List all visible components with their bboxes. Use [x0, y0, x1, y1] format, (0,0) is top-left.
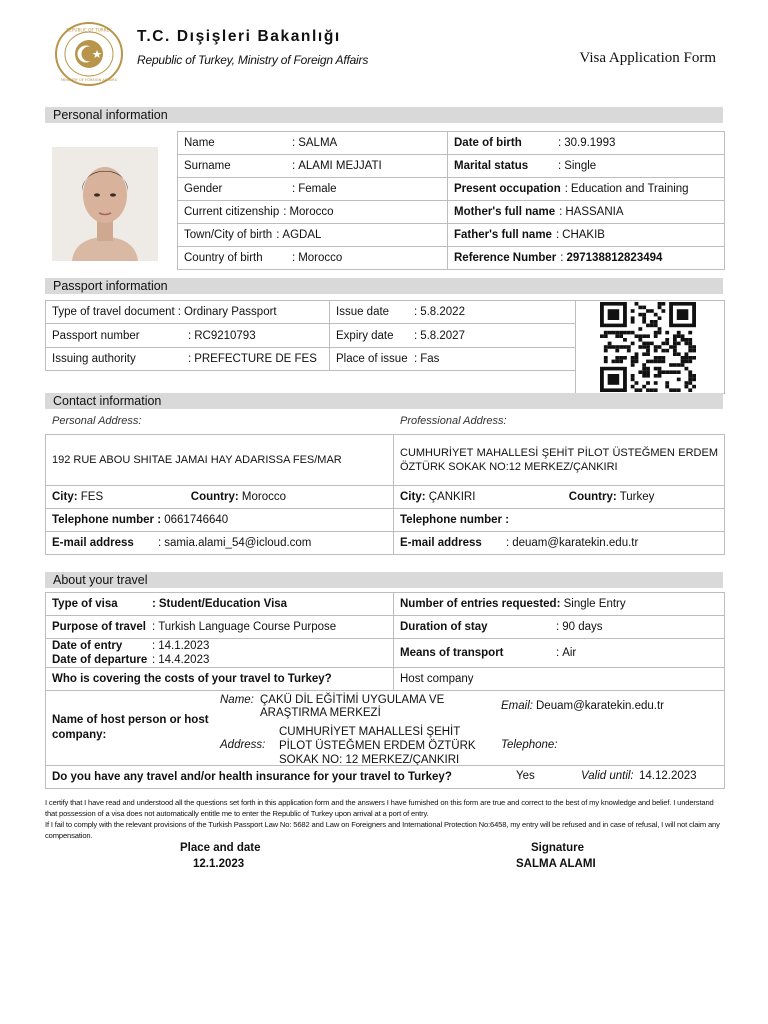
personal-phone-label: Telephone number :: [52, 514, 162, 526]
contact-info-table: [45, 434, 725, 555]
host-label: Name of host person or host company:: [52, 714, 209, 741]
personal-info-table: [177, 131, 725, 270]
issue-label: Issue date: [336, 306, 390, 319]
duration-value: 90 days: [562, 621, 603, 633]
citizenship-label: Current citizenship: [184, 206, 280, 218]
country-birth-value: Morocco: [298, 252, 343, 264]
table-row: [46, 616, 725, 639]
table-row: [46, 691, 725, 766]
costs-question: Who is covering the costs of your travel to Turkey?: [46, 668, 394, 691]
name-value: SALMA: [298, 137, 338, 149]
father-cell: Father's full name : CHAKIB: [448, 224, 725, 247]
departure-date-value: 14.4.2023: [158, 654, 210, 666]
professional-address-label: Professional Address:: [400, 415, 507, 427]
country-birth-cell: Country of birth : Morocco: [178, 247, 448, 270]
table-row: [178, 247, 725, 270]
personal-city-label: City:: [52, 491, 78, 503]
issue-cell: Issue date : 5.8.2022: [330, 301, 576, 324]
expiry-cell: Expiry date : 5.8.2027: [330, 324, 576, 347]
section-contact-information: Contact information: [45, 393, 723, 409]
table-row: [178, 178, 725, 201]
signature-value: SALMA ALAMI: [516, 858, 596, 870]
applicant-photo: [52, 147, 158, 261]
seal-text-top: REPUBLIC OF TURKEY: [66, 27, 112, 33]
doc-type-cell: Type of travel document : Ordinary Passport: [46, 301, 330, 324]
place-cell: Place of issue : Fas: [330, 347, 576, 370]
duration-label: Duration of stay: [400, 621, 488, 633]
authority-label: Issuing authority: [52, 352, 136, 365]
insurance-question: Do you have any travel and/or health insurance for your travel to Turkey?: [52, 771, 452, 783]
expiry-value: 5.8.2027: [420, 329, 465, 342]
professional-country-value: Turkey: [619, 491, 655, 503]
transport-value: Air: [562, 647, 577, 659]
occupation-cell: Present occupation : Education and Training: [448, 178, 725, 201]
personal-phone-cell: [46, 509, 394, 532]
place-date-label: Place and date: [180, 842, 261, 854]
reference-value: 297138812823494: [566, 252, 663, 264]
passport-number-label: Passport number: [52, 329, 140, 342]
table-row: [46, 639, 725, 668]
declaration-line-2: If I fail to comply with the relevant provisions of the Turkish Passport Law No: 5682 and Law on Foreigners and International Protection No:6458, my entry will be refused and in case of refusal, I will not claim any compensation.: [45, 820, 720, 840]
visa-type-cell: Type of visa : Student/Education Visa: [46, 593, 394, 616]
signature-label: Signature: [531, 842, 585, 854]
expiry-label: Expiry date: [336, 329, 394, 342]
marital-value: Single: [564, 160, 597, 172]
table-row: [178, 201, 725, 224]
place-label: Place of issue: [336, 352, 408, 365]
table-row: [46, 509, 725, 532]
mother-cell: Mother's full name : HASSANIA: [448, 201, 725, 224]
ministry-seal-icon: [55, 22, 123, 86]
table-row: [46, 532, 725, 555]
professional-country-label: Country:: [568, 491, 617, 503]
passport-number-cell: Passport number : RC9210793: [46, 324, 330, 347]
form-title: Visa Application Form: [579, 50, 716, 66]
section-personal-information: Personal information: [45, 107, 723, 123]
dob-value: 30.9.1993: [564, 137, 616, 149]
personal-city-value: FES: [80, 491, 104, 503]
personal-email-label: E-mail address: [52, 537, 134, 549]
authority-value: PREFECTURE DE FES: [194, 352, 317, 365]
table-row: [46, 766, 725, 789]
host-email-value: Deuam@karatekin.edu.tr: [536, 700, 665, 712]
professional-email-cell: E-mail address : deuam@karatekin.edu.tr: [394, 532, 725, 555]
valid-until-value: 14.12.2023: [639, 770, 697, 782]
table-row: [178, 132, 725, 155]
seal-text-bottom: MINISTRY OF FOREIGN AFFAIRS: [61, 78, 117, 82]
professional-city-cell: [394, 486, 725, 509]
father-value: CHAKIB: [562, 229, 605, 241]
marital-cell: Marital status : Single: [448, 155, 725, 178]
place-value: Fas: [420, 352, 440, 365]
table-row: [46, 486, 725, 509]
table-row: [178, 224, 725, 247]
place-date-value: 12.1.2023: [193, 858, 245, 870]
costs-answer: Host company: [394, 668, 725, 691]
table-row: [178, 155, 725, 178]
professional-email-label: E-mail address: [400, 537, 482, 549]
town-label: Town/City of birth: [184, 229, 273, 241]
visa-type-label: Type of visa: [52, 598, 118, 610]
professional-city-value: ÇANKIRI: [428, 491, 476, 503]
gender-cell: Gender : Female: [178, 178, 448, 201]
applicant-portrait-image: [52, 147, 158, 261]
visa-type-value: Student/Education Visa: [158, 598, 288, 610]
purpose-cell: Purpose of travel : Turkish Language Course Purpose: [46, 616, 394, 639]
host-cell: [46, 691, 725, 766]
marital-label: Marital status: [454, 160, 529, 172]
host-email-label: Email:: [501, 700, 533, 712]
personal-email-cell: E-mail address : samia.alami_54@icloud.com: [46, 532, 394, 555]
host-phone-label: Telephone:: [501, 739, 558, 751]
citizenship-value: Morocco: [289, 206, 334, 218]
reference-cell: Reference Number : 297138812823494: [448, 247, 725, 270]
table-row: [46, 593, 725, 616]
table-row: [46, 435, 725, 486]
doc-type-label: Type of travel document: [52, 306, 175, 319]
issue-value: 5.8.2022: [420, 306, 465, 319]
professional-phone-cell: [394, 509, 725, 532]
table-row: [46, 668, 725, 691]
qr-code-icon: [600, 302, 696, 392]
ministry-name-turkish: T.C. Dışişleri Bakanlığı: [137, 28, 341, 45]
dates-cell: Date of entry : 14.1.2023 Date of departure : 14.4.2023: [46, 639, 394, 668]
entries-value: Single Entry: [563, 598, 626, 610]
professional-city-label: City:: [400, 491, 426, 503]
host-address-value: CUMHURİYET MAHALLESİ ŞEHİT PİLOT ÜSTEĞMEN ERDEM ÖZTÜRK SOKAK NO: 12 MERKEZ/ÇANKIRI: [279, 726, 476, 766]
entries-label: Number of entries requested:: [400, 598, 561, 610]
valid-until-label: Valid until:: [581, 770, 634, 782]
personal-city-cell: [46, 486, 394, 509]
declaration-line-1: I certify that I have read and understood all the questions set forth in this application form and the answers I have furnished on this form are true and correct to the best of my knowledge and belief. I understand that possession of a visa does not automatically entitle me to enter the Republic of Turkey upon arrival at a port of entry.: [45, 798, 714, 818]
citizenship-cell: Current citizenship : Morocco: [178, 201, 448, 224]
name-label: Name: [184, 137, 215, 149]
professional-phone-label: Telephone number :: [400, 514, 510, 526]
section-about-your-travel: About your travel: [45, 572, 723, 588]
declaration-text: [45, 797, 725, 841]
professional-email-value: deuam@karatekin.edu.tr: [512, 537, 639, 549]
gender-label: Gender: [184, 183, 223, 195]
entry-date-value: 14.1.2023: [158, 640, 210, 652]
form-header: [0, 0, 768, 100]
transport-cell: Means of transport : Air: [394, 639, 725, 668]
mother-value: HASSANIA: [565, 206, 624, 218]
town-cell: Town/City of birth : AGDAL: [178, 224, 448, 247]
occupation-value: Education and Training: [570, 183, 689, 195]
dob-label: Date of birth: [454, 137, 522, 149]
insurance-answer: Yes: [516, 770, 535, 782]
town-value: AGDAL: [282, 229, 322, 241]
reference-label: Reference Number: [454, 252, 557, 264]
personal-phone-value: 0661746640: [164, 514, 229, 526]
entries-cell: [394, 593, 725, 616]
name-cell: Name : SALMA: [178, 132, 448, 155]
professional-address-value: CUMHURİYET MAHALLESİ ŞEHİT PİLOT ÜSTEĞMEN ERDEM ÖZTÜRK SOKAK NO:12 MERKEZ/ÇANKIRI: [394, 435, 725, 486]
host-name-label: Name:: [220, 694, 254, 706]
passport-number-value: RC9210793: [194, 329, 256, 342]
entry-date-label: Date of entry: [52, 640, 123, 652]
doc-type-value: Ordinary Passport: [183, 306, 277, 319]
passport-spacer: [46, 371, 576, 394]
host-address-label: Address:: [220, 739, 266, 751]
personal-email-value: samia.alami_54@icloud.com: [164, 537, 312, 549]
duration-cell: Duration of stay : 90 days: [394, 616, 725, 639]
host-name-value: ÇAKÜ DİL EĞİTİMİ UYGULAMA VE ARAŞTIRMA MERKEZİ: [260, 694, 445, 719]
departure-date-label: Date of departure: [52, 654, 148, 666]
occupation-label: Present occupation: [454, 183, 561, 195]
personal-address-label: Personal Address:: [52, 415, 142, 427]
gender-value: Female: [298, 183, 337, 195]
surname-value: ALAMI MEJJATI: [298, 160, 382, 172]
country-birth-label: Country of birth: [184, 252, 263, 264]
ministry-name-english: Republic of Turkey, Ministry of Foreign Affairs: [137, 53, 369, 67]
purpose-value: Turkish Language Course Purpose: [158, 621, 337, 633]
surname-cell: Surname : ALAMI MEJJATI: [178, 155, 448, 178]
personal-address-value: 192 RUE ABOU SHITAE JAMAI HAY ADARISSA FES/MAR: [46, 435, 394, 486]
transport-label: Means of transport: [400, 647, 504, 659]
purpose-label: Purpose of travel: [52, 621, 146, 633]
insurance-cell: [46, 766, 725, 789]
dob-cell: Date of birth : 30.9.1993: [448, 132, 725, 155]
authority-cell: Issuing authority : PREFECTURE DE FES: [46, 347, 330, 370]
surname-label: Surname: [184, 160, 231, 172]
personal-country-value: Morocco: [241, 491, 286, 503]
section-passport-information: Passport information: [45, 278, 723, 294]
personal-country-label: Country:: [190, 491, 239, 503]
mother-label: Mother's full name: [454, 206, 556, 218]
travel-info-table: [45, 592, 725, 789]
father-label: Father's full name: [454, 229, 552, 241]
